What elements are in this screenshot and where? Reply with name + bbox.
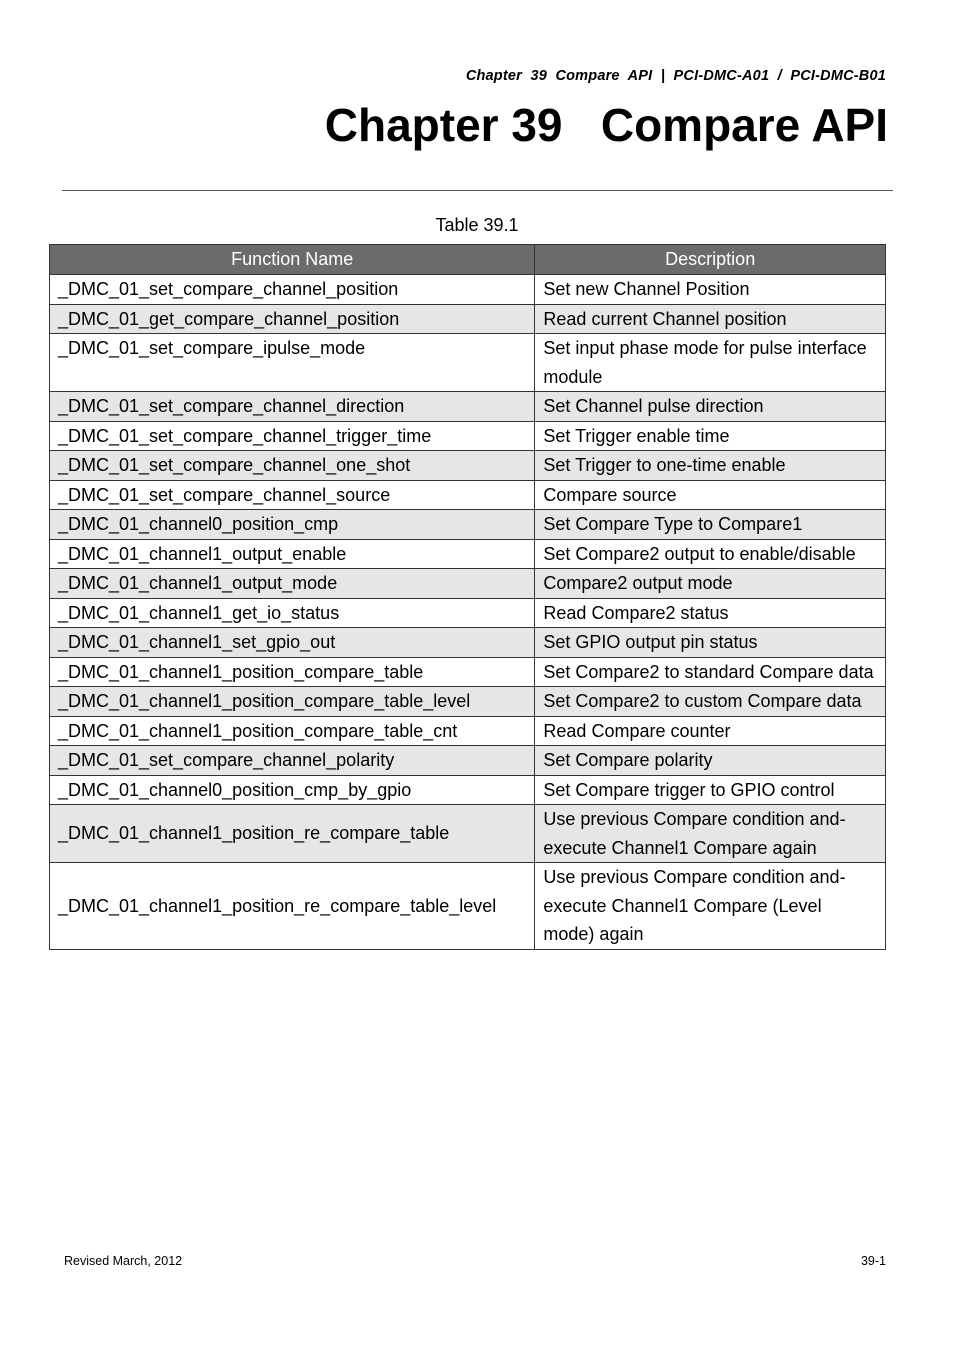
description-cell: Set Channel pulse direction — [535, 392, 886, 422]
table-row — [50, 480, 886, 510]
function-name-cell: _DMC_01_channel0_position_cmp_by_gpio — [50, 775, 535, 805]
function-name-cell: _DMC_01_set_compare_channel_polarity — [50, 746, 535, 776]
table-caption: Table 39.1 — [435, 215, 519, 235]
chapter-title: Chapter 39 Compare API — [324, 99, 888, 151]
function-name-cell: _DMC_01_get_compare_channel_position — [50, 304, 535, 334]
description-cell: Read current Channel position — [535, 304, 886, 334]
table-row — [50, 392, 886, 422]
function-name-cell: _DMC_01_channel0_position_cmp — [50, 510, 535, 540]
function-name-cell: _DMC_01_channel1_position_re_compare_table — [50, 805, 535, 863]
table-row — [50, 687, 886, 717]
table-row — [50, 775, 886, 805]
description-cell: Set Compare2 to custom Compare data — [535, 687, 886, 717]
description-cell: Set GPIO output pin status — [535, 628, 886, 658]
function-name-cell: _DMC_01_channel1_set_gpio_out — [50, 628, 535, 658]
function-name-cell: _DMC_01_set_compare_ipulse_mode — [50, 334, 535, 392]
function-table — [49, 244, 886, 950]
description-cell: Compare source — [535, 480, 886, 510]
description-cell: Set Compare2 to standard Compare data — [535, 657, 886, 687]
description-cell: Read Compare counter — [535, 716, 886, 746]
footer-page-number: 39-1 — [860, 1254, 886, 1268]
table-row — [50, 304, 886, 334]
table-row — [50, 510, 886, 540]
function-name-cell: _DMC_01_channel1_get_io_status — [50, 598, 535, 628]
table-row — [50, 598, 886, 628]
function-name-cell: _DMC_01_channel1_output_enable — [50, 539, 535, 569]
table-row — [50, 863, 886, 950]
column-header-description: Description — [535, 245, 886, 275]
description-cell: Use previous Compare condition and-execute Channel1 Compare again — [535, 805, 886, 863]
function-name-cell: _DMC_01_set_compare_channel_source — [50, 480, 535, 510]
description-cell: Set new Channel Position — [535, 275, 886, 305]
function-name-cell: _DMC_01_set_compare_channel_one_shot — [50, 451, 535, 481]
description-cell: Set Compare trigger to GPIO control — [535, 775, 886, 805]
table-row — [50, 421, 886, 451]
table-row — [50, 657, 886, 687]
function-name-cell: _DMC_01_channel1_position_compare_table_level — [50, 687, 535, 717]
table-row — [50, 569, 886, 599]
function-name-cell: _DMC_01_channel1_position_re_compare_table_level — [50, 863, 535, 950]
description-cell: Set input phase mode for pulse interface module — [535, 334, 886, 392]
description-cell: Set Compare Type to Compare1 — [535, 510, 886, 540]
table-row — [50, 805, 886, 863]
function-name-cell: _DMC_01_channel1_output_mode — [50, 569, 535, 599]
function-name-cell: _DMC_01_channel1_position_compare_table — [50, 657, 535, 687]
table-row — [50, 628, 886, 658]
description-cell: Set Trigger to one-time enable — [535, 451, 886, 481]
description-cell: Set Compare polarity — [535, 746, 886, 776]
table-header-row — [50, 245, 886, 275]
title-divider — [62, 190, 893, 191]
description-cell: Compare2 output mode — [535, 569, 886, 599]
description-cell: Set Trigger enable time — [535, 421, 886, 451]
function-name-cell: _DMC_01_set_compare_channel_trigger_time — [50, 421, 535, 451]
function-name-cell: _DMC_01_set_compare_channel_position — [50, 275, 535, 305]
table-row — [50, 451, 886, 481]
footer-revision-date: Revised March, 2012 — [64, 1254, 183, 1268]
column-header-function-name: Function Name — [50, 245, 535, 275]
table-row — [50, 716, 886, 746]
description-cell: Set Compare2 output to enable/disable — [535, 539, 886, 569]
table-row — [50, 539, 886, 569]
table-row — [50, 334, 886, 392]
description-cell: Use previous Compare condition and-execute Channel1 Compare (Level mode) again — [535, 863, 886, 950]
table-row — [50, 746, 886, 776]
description-cell: Read Compare2 status — [535, 598, 886, 628]
function-name-cell: _DMC_01_channel1_position_compare_table_cnt — [50, 716, 535, 746]
table-row — [50, 275, 886, 305]
function-name-cell: _DMC_01_set_compare_channel_direction — [50, 392, 535, 422]
running-header: Chapter 39 Compare API | PCI-DMC-A01 / PCI-DMC-B01 — [465, 68, 886, 84]
